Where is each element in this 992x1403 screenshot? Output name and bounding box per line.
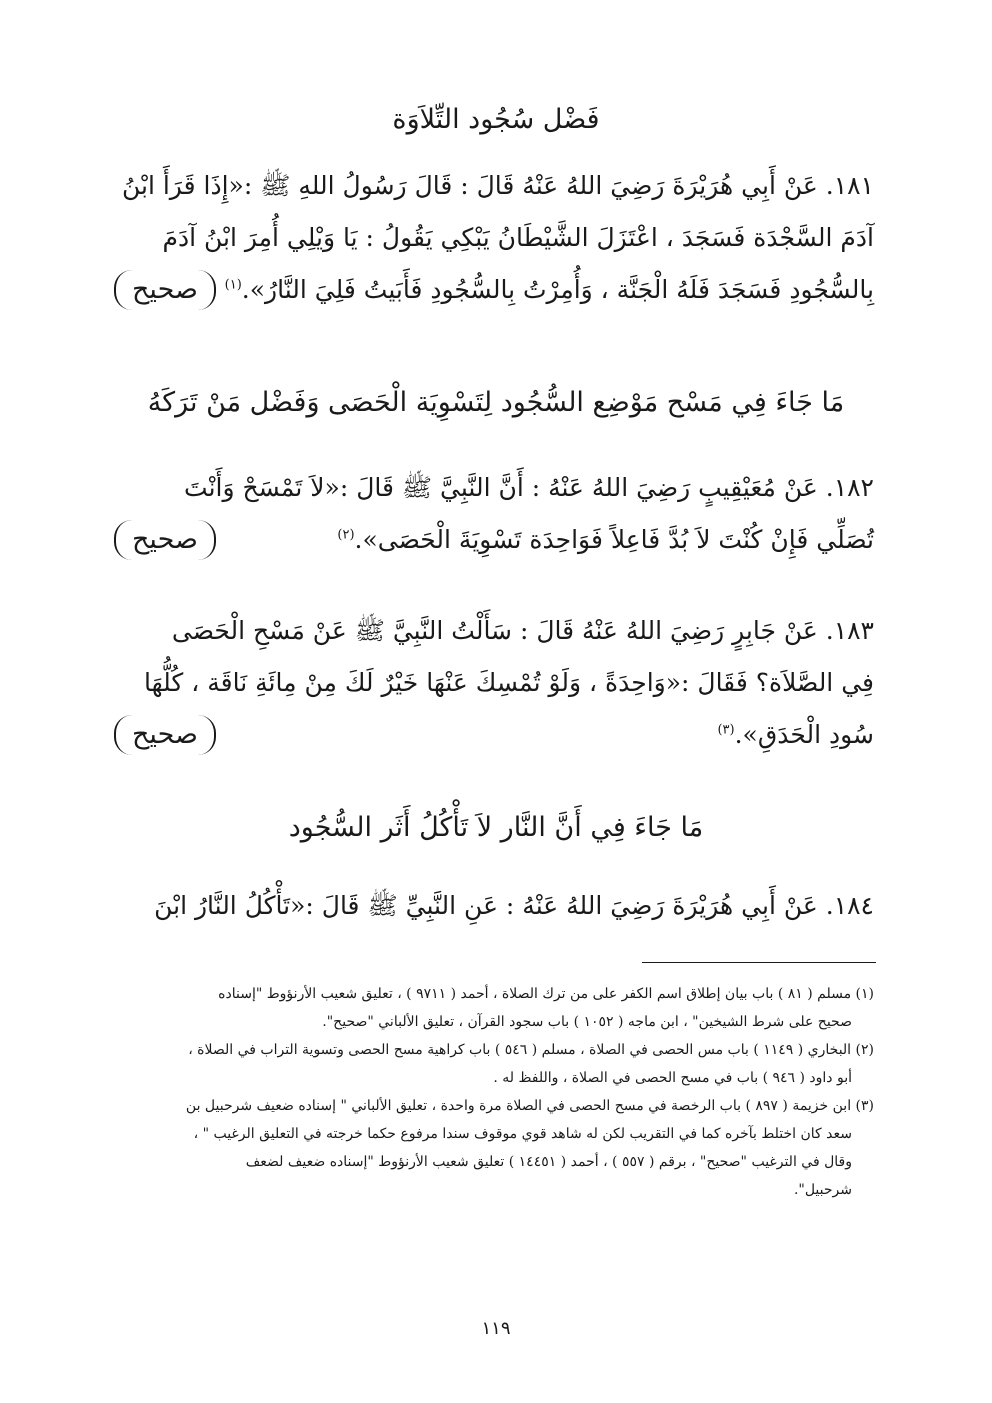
hadith-text: فِي الصَّلاَة؟ فَقَالَ :«وَاحِدَةً ، وَلَوْ تُمْسِكَ عَنْهَا خَيْرٌ لَكَ مِنْ مِائَةِ نَاقَة ، كُلُّهَا — [143, 668, 874, 697]
footnote-line: (٣) ابن خزيمة ( ٨٩٧ ) باب الرخصة في مسح الحصى في الصلاة مرة واحدة ، تعليق الألباني " إسناده ضعيف شرحبيل بن — [185, 1098, 874, 1114]
page-number: ١١٩ — [481, 1318, 511, 1339]
section-heading-sujud-tilawa: فَضْل سُجُود التِّلاَوَة — [392, 104, 600, 135]
footnote-line: شرحبيل". — [793, 1182, 852, 1198]
footnote-2 — [114, 1036, 874, 1092]
hadith-line — [114, 605, 874, 657]
hadith-text: ١٨١. عَنْ أَبِي هُرَيْرَةَ رَضِيَ اللهُ عَنْهُ قَالَ : قَالَ رَسُولُ اللهِ ﷺ :«إِذَا قَرَأَ ابْنُ — [121, 171, 874, 200]
hadith-line — [114, 709, 874, 761]
footnote-line: سعد كان اختلط بآخره كما في التقريب لكن له شاهد قوي موقوف سندا مرفوع حكما خرجته في التعليق الرغيب " ، — [193, 1126, 852, 1142]
footnote-line: وقال في الترغيب "صحيح" ، برقم ( ٥٥٧ ) ، أحمد ( ١٤٤٥١ ) تعليق شعيب الأرنؤوط "إسناده ضعيف لضعف — [245, 1154, 852, 1170]
hadith-line — [114, 264, 874, 316]
hadith-text-part: سُودِ الْحَدَقِ». — [734, 720, 874, 749]
footnote-3 — [114, 1092, 874, 1204]
grade-badge: صحيح — [114, 270, 216, 310]
hadith-line — [114, 514, 874, 566]
hadith-181 — [114, 160, 874, 316]
hadith-line — [114, 462, 874, 514]
footnote-line: أبو داود ( ٩٤٦ ) باب في مسح الحصى في الصلاة ، واللفظ له . — [493, 1070, 852, 1086]
grade-badge: صحيح — [114, 520, 216, 560]
section-heading-masah-hasa: مَا جَاءَ فِي مَسْح مَوْضِع السُّجُود لِتَسْوِيَة الْحَصَى وَفَضْل مَنْ تَرَكَهُ — [147, 387, 845, 418]
hadith-182 — [114, 462, 874, 566]
footnote-line: (١) مسلم ( ٨١ ) باب بيان إطلاق اسم الكفر على من ترك الصلاة ، أحمد ( ٩٧١١ ) ، تعليق شعيب الأرنؤوط "إسناده — [218, 986, 874, 1002]
hadith-184 — [114, 880, 874, 932]
hadith-text-part: بِالسُّجُودِ فَسَجَدَ فَلَهُ الْجَنَّة ، وَأُمِرْتُ بِالسُّجُودِ فَأَبَيتُ فَلِيَ النَّارُ». — [241, 275, 874, 304]
hadith-text — [337, 514, 874, 566]
hadith-183 — [114, 605, 874, 761]
hadith-text-part: تُصَلِّي فَإِنْ كُنْتَ لاَ بُدَّ فَاعِلاً فَوَاحِدَة تَسْوِيَةَ الْحَصَى». — [354, 525, 874, 554]
hadith-line — [114, 880, 874, 932]
hadith-text: ١٨٤. عَنْ أَبِي هُرَيْرَةَ رَضِيَ اللهُ عَنْهُ : عَنِ النَّبِيِّ ﷺ قَالَ :«تَأْكُلُ النَّارُ ابْنَ — [154, 891, 874, 920]
footnote-ref-3[interactable]: (٣) — [717, 722, 735, 738]
hadith-text: ١٨٢. عَنْ مُعَيْقِيبٍ رَضِيَ اللهُ عَنْهُ : أَنَّ النَّبِيَّ ﷺ قَالَ :«لاَ تَمْسَحْ وَأَنْتَ — [184, 473, 874, 502]
hadith-text: ١٨٣. عَنْ جَابِرٍ رَضِيَ اللهُ عَنْهُ قَالَ : سَأَلْتُ النَّبِيَّ ﷺ عَنْ مَسْحِ الْحَصَى — [171, 616, 874, 645]
footnote-1 — [114, 980, 874, 1036]
footnote-ref-2[interactable]: (٢) — [337, 527, 355, 543]
footnotes — [114, 980, 874, 1204]
section-heading-athar-sujud: مَا جَاءَ فِي أَنَّ النَّار لاَ تَأْكُلُ أَثَر السُّجُود — [288, 812, 704, 843]
footnote-separator — [642, 962, 876, 963]
hadith-line — [114, 657, 874, 709]
hadith-line — [114, 160, 874, 212]
footnote-line: صحيح على شرط الشيخين" ، ابن ماجه ( ١٠٥٢ ) باب سجود القرآن ، تعليق الألباني "صحيح". — [322, 1014, 852, 1030]
hadith-text — [717, 709, 874, 761]
hadith-text: آدَمَ السَّجْدَة فَسَجَدَ ، اعْتَزَلَ الشَّيْطَانُ يَبْكِي يَقُولُ : يَا وَيْلِي أُمِرَ ابْنُ آدَمَ — [162, 223, 874, 252]
hadith-text — [225, 264, 874, 316]
footnote-ref-1[interactable]: (١) — [224, 277, 242, 293]
hadith-line — [114, 212, 874, 264]
grade-badge: صحيح — [114, 715, 216, 755]
footnote-line: (٢) البخاري ( ١١٤٩ ) باب مس الحصى في الصلاة ، مسلم ( ٥٤٦ ) باب كراهية مسح الحصى وتسوية التراب في الصلاة ، — [188, 1042, 874, 1058]
